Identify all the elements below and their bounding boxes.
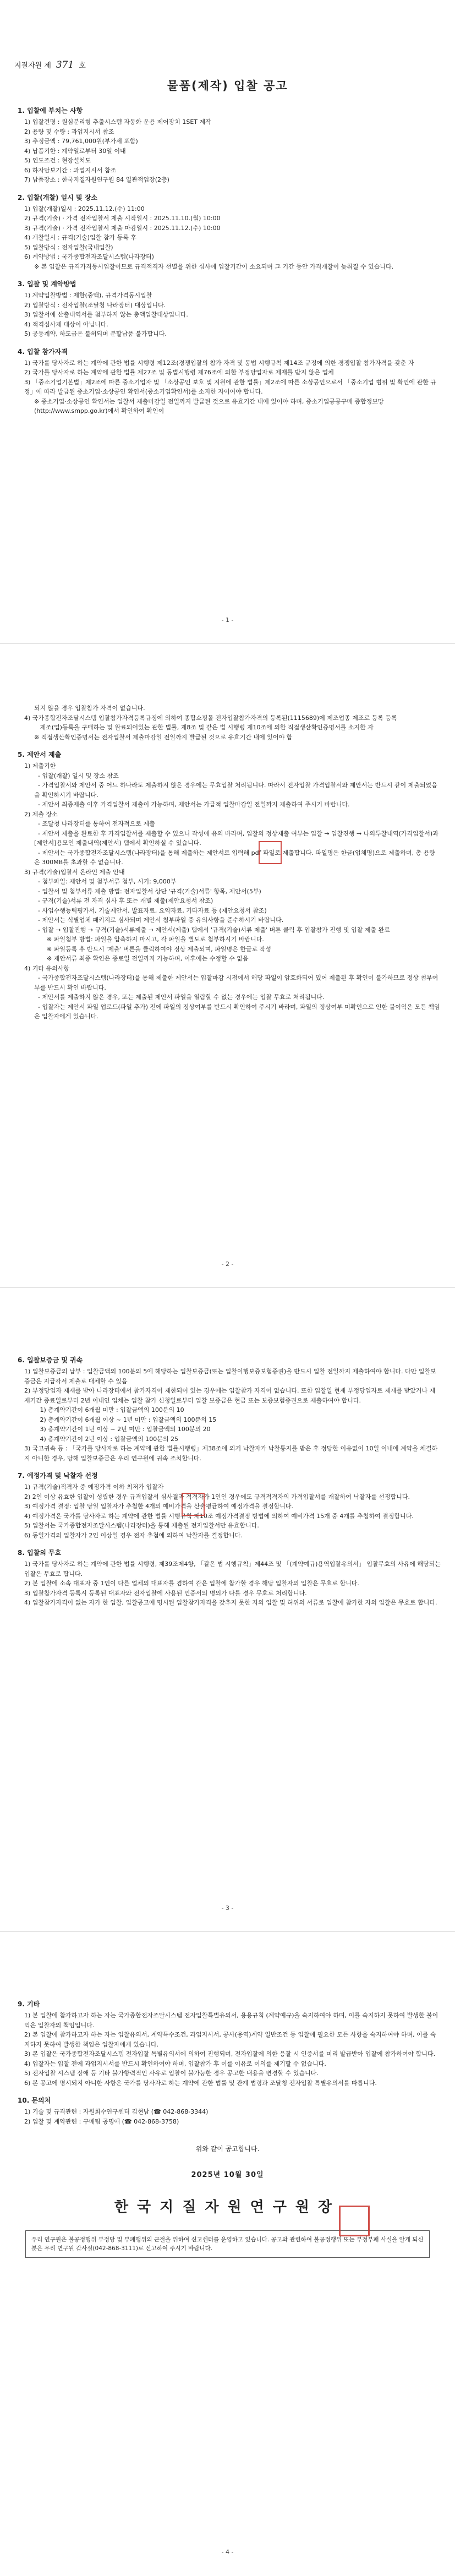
list-item: 3) 국고귀속 등 : 「국가를 당사자로 하는 계약에 관한 법률시행령」제38조에 의거 낙찰자가 낙찰통지를 받은 후 정당한 이유없이 10일 이내에 계약을 체결하지 아니한 경우, 당해 입찰보증금은 우리 연구원에 귀속 조치합니다.: [24, 1445, 438, 1462]
list-item: - 입찰서 및 첨부서류 제출 방법: 전자입찰서 상단 '규격(기술)서류' 항목, 제안서(5부): [34, 887, 261, 895]
page-number: - 1 -: [221, 616, 234, 624]
list-item: ※ 중소기업·소상공인 확인서는 입찰서 제출마감일 전일까지 발급된 것으로 유효기간 내에 있어야 하며, 중소기업공공구매 종합정보망(http://www.smpp.go.kr)에서 확인하여 확인이: [34, 397, 384, 414]
list-item: - 조달청 나라장터를 통하여 전자적으로 제출: [34, 820, 155, 827]
official-seal: [339, 2206, 370, 2236]
list-item: 3) 본 입찰은 국가종합전자조달시스템 전자입찰 특별유의서에 의하여 진행되며, 전자입찰에 의한 응찰 시 인증서를 미리 발급받아 입찰에 참가하여야 합니다.: [24, 2050, 436, 2057]
list-item: ※ 본 입찰은 규격가격동시입찰이므로 규격적격자 선별을 위한 심사에 입찰기간이 소요되며 그 기간 동안 가격개찰이 늦춰질 수 있습니다.: [34, 263, 394, 270]
list-item: 5) 입찰방식 : 전자입찰(국내입찰): [24, 243, 113, 251]
list-item: 1) 총계약기간이 6개월 미만 : 입찰금액의 100분의 10: [34, 1406, 184, 1413]
list-item: 4) 총계약기간이 2년 이상 : 입찰금액의 100분의 25: [34, 1435, 178, 1443]
list-item: 6) 동일가격의 입찰자가 2인 이상일 경우 전자 추첨에 의하여 낙찰자를 결정합니다.: [24, 1531, 243, 1539]
list-item: - 가격입찰서와 제안서 중 어느 하나라도 제출하지 않은 경우에는 무효입찰 처리됩니다. 따라서 전자입찰 가격입찰서와 제안서는 반드시 같이 제출되었음을 확인하시기 바랍니다.: [34, 782, 437, 799]
section-heading: 1. 입찰에 부치는 사항: [18, 107, 83, 114]
list-item: - 제안서는 국가종합전자조달시스템(나라장터)을 통해 제출하는 제안서로 입력해 pdf 파일로 제출합니다. 파일명은 한글(업체명)으로 제출하며, 총 용량은 300MB를 초과할 수 없습니다.: [34, 848, 441, 867]
contact-procurement: 2) 입찰 및 계약관련 : 구매팀 공명애 (☎ 042-868-3758): [24, 2117, 179, 2125]
list-item: 2) 총계약기간이 6개월 이상 ~ 1년 미만 : 입찰금액의 100분의 15: [34, 1416, 217, 1423]
document-number: 지질자원 제 371 호: [14, 59, 86, 70]
list-item: ※ 파일첨부 방법: 파일을 압축하지 마시고, 각 파일을 별도로 첨부하시기 바랍니다.: [43, 936, 264, 943]
list-item: - 규격(기술)서류 전 자격 심사 후 또는 개별 제출(제안요청서 참조): [34, 897, 213, 904]
list-item: 4) 입찰자는 입찰 전에 과업지시서를 반드시 확인하여야 하며, 입찰참가 후 이를 이유로 이의를 제기할 수 없습니다.: [24, 2060, 326, 2067]
list-item: 2) 규격(기술) · 가격 전자입찰서 제출 시작일시 : 2025.11.10.(월) 10:00: [24, 215, 221, 222]
list-item: 5) 인도조건 : 현장설치도: [24, 157, 91, 164]
section-heading: 6. 입찰보증금 및 귀속: [18, 1356, 83, 1364]
list-item: 3) 규격(기술)입찰서 온라인 제출 안내: [24, 868, 125, 876]
integrity-notice: 우리 연구원은 불공정행위 부정당 및 부패행위의 근절을 위하여 신고센터를 운영하고 있습니다. 공고와 관련하여 불공정행위 또는 부정부패 사실을 알게 되신 분은 우리 연구원 감사실(042-868-3111)로 신고하여 주시기 바랍니다.: [25, 2230, 430, 2258]
list-item: ※ 제안서류 최종 확인은 종료일 전일까지 가능하며, 이후에는 수정할 수 없음: [43, 955, 249, 962]
list-item: - 입찰(개찰) 일시 및 장소 참조: [34, 772, 119, 779]
seal-stamp-small: [259, 841, 282, 864]
list-item: 1) 입찰건명 : 원심분리형 추출시스템 자동화 운용 제어장치 1SET 제작: [24, 118, 211, 125]
list-item: 3) 예정가격 결정: 입찰 당일 입찰자가 추첨한 4개의 예비가격을 산술평균하여 예정가격을 결정합니다.: [24, 1503, 293, 1510]
list-item: ※ 파일등록 후 반드시 '제출' 버튼을 클릭하여야 정상 제출되며, 파일명은 한글로 작성: [43, 945, 271, 953]
section-heading: 10. 문의처: [18, 2097, 51, 2104]
document-number-value: 371: [56, 59, 74, 70]
list-item: ※ 직접생산확인증명서는 전자입찰서 제출마감일 전일까지 발급된 것으로 유효기간 내에 있어야 함: [34, 733, 293, 741]
list-item: 6) 본 공고에 명시되지 아니한 사항은 국가를 당사자로 하는 계약에 관한 법률 및 관계 법령과 조달청 전자입찰 특별유의서를 따릅니다.: [24, 2079, 377, 2087]
closing-statement: 위와 같이 공고합니다.: [195, 2145, 260, 2153]
list-item: 1) 입찰보증금의 납부 : 입찰금액의 100분의 5에 해당하는 입찰보증금(또는 입찰이행보증보험증권)을 반드시 입찰 전일까지 제출하여야 합니다. 다만 입찰보증금은 지급각서 제출로 대체할 수 있음: [24, 1368, 436, 1385]
page-number: - 3 -: [221, 1904, 234, 1912]
list-item: 5) 공동계약, 하도급은 불허되며 분할납품 불가합니다.: [24, 330, 167, 337]
list-item: - 입찰자는 제안서 파일 업로드(파일 추가) 전에 파일의 정상여부를 반드시 확인하여 주시기 바라며, 파일의 정상여부 미확인으로 인한 불이익은 모든 책임은 입찰자에게 있습니다.: [34, 1003, 440, 1020]
list-item: 3) 규격(기술) · 가격 전자입찰서 제출 마감일시 : 2025.11.12.(수) 10:00: [24, 224, 221, 232]
list-item: 3) 입찰참가자격 등록시 등록된 대표자와 전자입찰에 사용된 인증서의 명의가 다를 경우 무효로 처리합니다.: [24, 1589, 307, 1597]
page-4: [0, 1932, 455, 2576]
list-item: 되지 않을 경우 입찰참가 자격이 없습니다.: [34, 705, 145, 712]
list-item: 4) 개찰일시 : 규격(기술)입찰 참가 등록 후: [24, 234, 136, 241]
list-item: 4) 납품기한 : 계약일로부터 30일 이내: [24, 147, 126, 155]
list-item: 4) 기타 유의사항: [24, 964, 70, 972]
list-item: 1) 국가를 당사자로 하는 계약에 관한 법률 시행령, 제39조제4항, 「같은 법 시행규칙」제44조 및 「(계약예규)용역입찰유의서」 입찰무효의 사유에 해당되는 입찰은 무효로 합니다.: [24, 1560, 443, 1578]
section-heading: 5. 제안서 제출: [18, 751, 62, 758]
section-heading: 2. 입찰(개찰) 일시 및 장소: [18, 193, 97, 201]
section-heading: 3. 입찰 및 계약방법: [18, 280, 76, 288]
list-item: 1) 입찰(개찰)일시 : 2025.11.12.(수) 11:00: [24, 205, 145, 212]
list-item: 3) 총계약기간이 1년 이상 ~ 2년 미만 : 입찰금액의 100분의 20: [34, 1426, 211, 1433]
list-item: - 사업수행능력평가서, 기술제안서, 발표자료, 요약자료, 기타자료 등 (제안요청서 참조): [34, 907, 267, 914]
page-title: 물품(제작) 입찰 공고: [167, 79, 288, 92]
list-item: - 제안서 최종제출 이후 가격입찰서 제출이 가능하며, 제안서는 가급적 입찰마감일 전일까지 제출하여 주시기 바랍니다.: [34, 801, 350, 808]
list-item: 6) 계약방법 : 국가종합전자조달시스템(나라장터): [24, 253, 154, 260]
list-item: 7) 납품장소 : 한국지질자원연구원 84 일관적업장(2층): [24, 176, 169, 183]
page-number: - 4 -: [221, 2548, 234, 2556]
announcement-date: 2025년 10월 30일: [191, 2171, 264, 2179]
page-3: [0, 1288, 455, 1932]
list-item: 3) 입찰서에 산출내역서를 첨부하지 않는 총액입찰대상입니다.: [24, 311, 188, 318]
list-item: 1) 본 입찰에 참가하고자 하는 자는 국가종합전자조달시스템 전자입찰특별유의서, 용용규칙 (계약예규)을 숙지하여야 하며, 이를 숙지하지 못하여 발생한 불이익은 입찰자의 책임입니다.: [24, 2012, 438, 2029]
list-item: 4) 국가종합전자조달시스템 입찰참가자격등록규정에 의하여 종합쇼핑몰 전자입찰참가자격의 등록된(1115689)에 제조업종 제조로 등록 등록: [24, 714, 397, 722]
list-item: - 제안서 제출을 완료한 후 가격입찰서를 제출할 수 있으니 작성에 유의 바라며, 입찰의 정상제출 여부는 입찰 → 입찰진행 → 나의투찰내역(가격입찰서)과 [제안서]용모인 제출내역(제안서) 탭에서 확인하실 수 있습니다.: [34, 829, 441, 847]
page-number: - 2 -: [221, 1260, 234, 1268]
contact-technical: 1) 기술 및 규격관련 : 자원회수연구센터 김현남 (☎ 042-868-3344): [24, 2108, 209, 2115]
list-item: 4) 입찰참가자격이 없는 자가 한 입찰, 입찰공고에 명시된 입찰참가자격을 갖추지 못한 자의 입찰 및 허위의 서류로 입찰에 참가한 자의 입찰은 무효로 합니다.: [24, 1599, 437, 1606]
list-item: 2) 부정당업자 제재를 받아 나라장터에서 참가자격이 제한되어 있는 경우에는 입찰참가 자격이 없습니다. 또한 입찰일 현재 부정당업자로 제재를 받았거나 제재기간 종료일로부터 2년 이내인 업체는 입찰 참가 신청일로부터 입찰 보증금은 현금 또는 보증보험증권으로 제출하여야 합니다.: [24, 1387, 436, 1404]
list-item: 2) 용량 및 수량 : 과업지시서 참조: [24, 128, 114, 135]
section-heading: 7. 예정가격 및 낙찰자 선정: [18, 1472, 98, 1480]
list-item: 2) 입찰방식 : 전자입찰(조달청 나라장터) 대상입니다.: [24, 301, 166, 309]
list-item: 2) 제출 장소: [24, 810, 58, 818]
list-item: 1) 규격(기술)적격자 중 예정가격 이하 최저가 입찰자: [24, 1483, 164, 1491]
section-heading: 9. 기타: [18, 2000, 40, 2008]
issuing-organization: 한국지질자원연구원장: [114, 2199, 341, 2215]
list-item: 4) 적격심사제 대상이 아닙니다.: [24, 320, 108, 328]
list-item: 2) 본 입찰에 소속 대표자 중 1인이 다른 업체의 대표자를 겸하여 같은 입찰에 참가할 경우 해당 입찰자의 입찰은 무효로 합니다.: [24, 1580, 359, 1587]
list-item: 2) 본 입찰에 참가하고자 하는 자는 입찰유의서, 계약특수조건, 과업지시서, 공사(용역)계약 일반조건 등 입찰에 필요한 모든 사항을 숙지하여야 하며, 이를 숙지하지 못하여 발생한 책임은 입찰자에게 있습니다.: [24, 2031, 436, 2048]
list-item: - 제안서는 식별업체 패키지로 심사되며 제안서 첨부파일 중 유의사항을 준수하시기 바랍니다.: [34, 916, 284, 924]
section-heading: 8. 입찰의 무효: [18, 1549, 62, 1557]
list-item: 2) 2인 이상 유효한 입찰이 성립한 경우 규격입찰서 심사결과 적격자가 1인인 경우에도 규격적격자의 가격입찰서를 개찰하여 낙찰자를 선정합니다.: [24, 1493, 410, 1500]
list-item: - 입찰 → 입찰진행 → 규격(기술)서류제출 → 제안서(제출) 탭에서 '규격(기술)서류 제출' 버튼 클릭 후 입찰참가 진행 및 입찰 제출 완료: [34, 926, 390, 934]
section-heading: 4. 입찰 참가자격: [18, 347, 68, 356]
list-item: 5) 전자입찰 시스템 장애 등 기타 불가항력적인 사유로 입찰이 불가능한 경우 공고한 내용을 변경할 수 있습니다.: [24, 2070, 319, 2077]
list-item: - 제안서를 제출하지 않은 경우, 또는 제출된 제안서 파일을 열람할 수 없는 경우에는 입찰 무효로 처리됩니다.: [34, 994, 325, 1001]
list-item: 3) 추정금액 : 79,761,000원(부가세 포함): [24, 138, 138, 145]
list-item: 2) 국가를 당사자로 하는 계약에 관한 법률 제27조 및 동법시행령 제76조에 의한 부정당업자로 제재를 받지 않은 업체: [24, 369, 334, 376]
list-item: - 국가종합전자조달시스템(나라장터)을 통해 제출한 제안서는 입찰마감 시점에서 해당 파일이 암호화되어 있어 제출된 후 확인이 불가하므로 정상 첨부여부를 반드시 확인 바랍니다.: [34, 974, 438, 991]
page-1: [0, 0, 455, 644]
list-item: 제조(업)등록을 구매하는 및 완료되어있는 관한 법률, 제8조 및 같은 법 시행령 제10조에 의한 직접생산확인증명서를 소지한 자: [34, 724, 374, 731]
list-item: - 첨부파일: 제안서 및 첨부서류 첨부, 시기: 9,000부: [34, 878, 177, 885]
page-2: [0, 644, 455, 1288]
list-item: 5) 입찰서는 국가종합전자조달시스템(나라장터)을 통해 제출된 전자입찰서만 유효합니다.: [24, 1522, 259, 1529]
list-item: 6) 하자담보기간 : 과업지시서 참조: [24, 166, 117, 174]
list-item: 1) 국가를 당사자로 하는 계약에 관한 법률 시행령 제12조(경쟁입찰의 참가 자격 및 동법 시행규칙 제14조 규정에 의한 경쟁입찰 참가자격을 갖춘 자: [24, 359, 414, 367]
list-item: 3) 「중소기업기본법」제2조에 따른 중소기업자 및 「소상공인 보호 및 지원에 관한 법률」제2조에 따른 소상공인으로서 「중소기업 범위 및 확인에 관한 규정」에 따라 발급된 중소기업·소상공인 확인서(중소기업확인서)를 소지한 자이어야 합니다.: [24, 378, 436, 395]
list-item: 1) 계약입찰방법 : 제한(중액), 규격가격동시입찰: [24, 292, 152, 299]
list-item: 1) 제출기한: [24, 762, 56, 769]
list-item: 4) 예정가격은 국가를 당사자로 하는 계약에 관한 법률 시행규칙 제10조 예정가격결정 방법에 의하여 예비가격 15개 중 4개를 추첨하여 결정합니다.: [24, 1511, 441, 1521]
seal-stamp-small: [182, 1493, 205, 1516]
